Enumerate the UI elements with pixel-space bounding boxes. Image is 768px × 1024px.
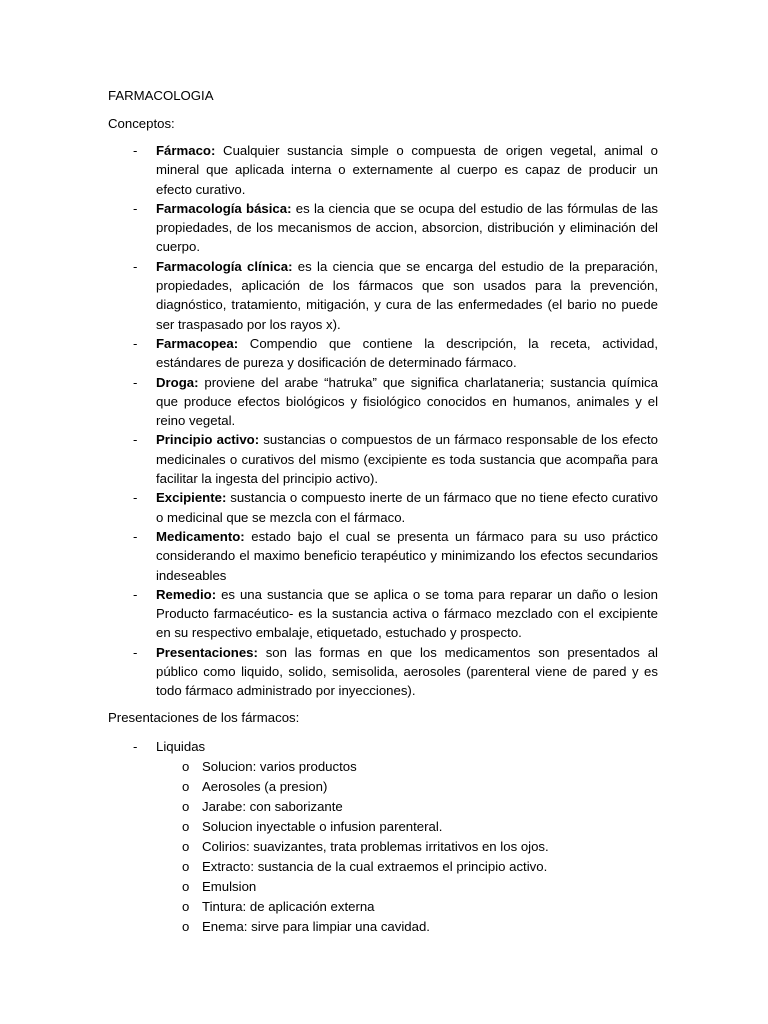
definition-term: Principio activo: (156, 432, 260, 448)
definition-item (108, 430, 658, 488)
circle-bullet: o (182, 819, 190, 834)
sub-item (108, 877, 658, 897)
sub-item (108, 857, 658, 877)
dash-bullet: - (133, 586, 138, 602)
circle-bullet: o (182, 859, 190, 874)
circle-bullet: o (182, 839, 190, 854)
definition-item (108, 257, 658, 334)
definitions-list (108, 141, 658, 701)
definition-text: proviene del arabe “hatruka” que significa charlataneria; sustancia química que produce efectos biológicos y fisiológico conocidos en humanos, animales y el reino vegetal. (156, 374, 658, 429)
sub-item (108, 897, 658, 917)
definition-term: Farmacología básica: (156, 200, 292, 216)
definition-term: Remedio: (156, 586, 217, 602)
sub-item (108, 757, 658, 777)
sub-item-text: Extracto: sustancia de la cual extraemos el principio activo. (202, 859, 548, 874)
definition-term: Presentaciones: (156, 644, 258, 660)
definition-term: Farmacopea: (156, 335, 239, 351)
definition-text: es la ciencia que se ocupa del estudio de las fórmulas de las propiedades, de los mecanismos de accion, absorcion, distribución y eliminación del cuerpo. (156, 200, 658, 255)
dash-bullet: - (133, 143, 138, 158)
definition-item (108, 373, 658, 431)
circle-bullet: o (182, 779, 190, 794)
dash-bullet: - (133, 374, 138, 390)
document-title: FARMACOLOGIA (108, 88, 214, 103)
form-label: Liquidas (156, 739, 206, 754)
definition-text: Compendio que contiene la descripción, la receta, actividad, estándares de pureza y dosificación de determinado fármaco. (156, 335, 658, 371)
sub-item (108, 817, 658, 837)
definition-item (108, 141, 658, 199)
sub-item-text: Tintura: de aplicación externa (202, 899, 375, 914)
definition-text: sustancia o compuesto inerte de un fármaco que no tiene efecto curativo o medicinal que se mezcla con el fármaco. (156, 490, 658, 525)
concepts-heading: Conceptos: (108, 116, 175, 131)
circle-bullet: o (182, 919, 190, 934)
dash-bullet: - (133, 200, 138, 216)
circle-bullet: o (182, 799, 190, 814)
definition-term: Droga: (156, 374, 199, 390)
sub-item-text: Aerosoles (a presion) (202, 779, 328, 794)
dash-bullet: - (133, 258, 138, 274)
circle-bullet: o (182, 899, 190, 914)
definition-term: Medicamento: (156, 528, 245, 544)
circle-bullet: o (182, 759, 190, 774)
definition-text: sustancias o compuestos de un fármaco responsable de los efecto medicinales o curativos del mismo (excipiente es toda sustancia que acompaña para facilitar la ingesta del principio activo). (156, 432, 659, 487)
sub-item-text: Solucion inyectable o infusion parenteral. (202, 819, 443, 834)
definition-text: es la ciencia que se encarga del estudio de la preparación, propiedades, aplicación de los fármacos que son usados para la prevención, diagnóstico, tratamiento, mitigación, y cura de las enfermedades (el bario no puede ser traspasado por los rayos x). (156, 258, 659, 332)
liquid-forms-sublist (108, 757, 658, 937)
definition-term: Excipiente: (156, 490, 227, 506)
definition-term: Fármaco: (156, 143, 216, 158)
circle-bullet: o (182, 879, 190, 894)
presentation-forms-list (108, 737, 658, 757)
sub-item-text: Colirios: suavizantes, trata problemas irritativos en los ojos. (202, 839, 549, 854)
definition-item (108, 199, 658, 257)
dash-bullet: - (133, 644, 138, 660)
dash-bullet: - (133, 490, 138, 506)
definition-text: Cualquier sustancia simple o compuesta de origen vegetal, animal o mineral que aplicada interna o externamente al cuerpo es capaz de producir un efecto curativo. (156, 143, 658, 197)
dash-bullet: - (133, 528, 138, 544)
dash-bullet: - (133, 739, 138, 754)
sub-item (108, 777, 658, 797)
definition-term: Farmacología clínica: (156, 258, 293, 274)
definition-item (108, 488, 658, 527)
definition-text: estado bajo el cual se presenta un fármaco para su uso práctico considerando el maximo beneficio terapéutico y minimizando los efectos secundarios indeseables (156, 528, 658, 583)
sub-item-text: Solucion: varios productos (202, 759, 357, 774)
sub-item-text: Emulsion (202, 879, 257, 894)
definition-text: son las formas en que los medicamentos son presentados al público como liquido, solido, semisolida, aerosoles (parenteral viene de pared y es todo fármaco administrado por inyecciones). (156, 644, 658, 699)
definition-item (108, 334, 658, 373)
definition-item (108, 527, 658, 585)
sub-item-text: Jarabe: con saborizante (202, 799, 343, 814)
form-item (108, 737, 658, 757)
sub-item (108, 917, 658, 937)
definition-item (108, 643, 658, 701)
dash-bullet: - (133, 432, 138, 448)
sub-item (108, 837, 658, 857)
definition-text: es una sustancia que se aplica o se toma para reparar un daño o lesion Producto farmacéutico- es la sustancia activa o fármaco mezclado con el excipiente en su respectivo embalaje, etiquetado, estuchado y prospecto. (156, 586, 658, 641)
dash-bullet: - (133, 335, 138, 351)
definition-item (108, 585, 658, 643)
presentations-heading: Presentaciones de los fármacos: (108, 710, 300, 725)
sub-item-text: Enema: sirve para limpiar una cavidad. (202, 919, 430, 934)
sub-item (108, 797, 658, 817)
